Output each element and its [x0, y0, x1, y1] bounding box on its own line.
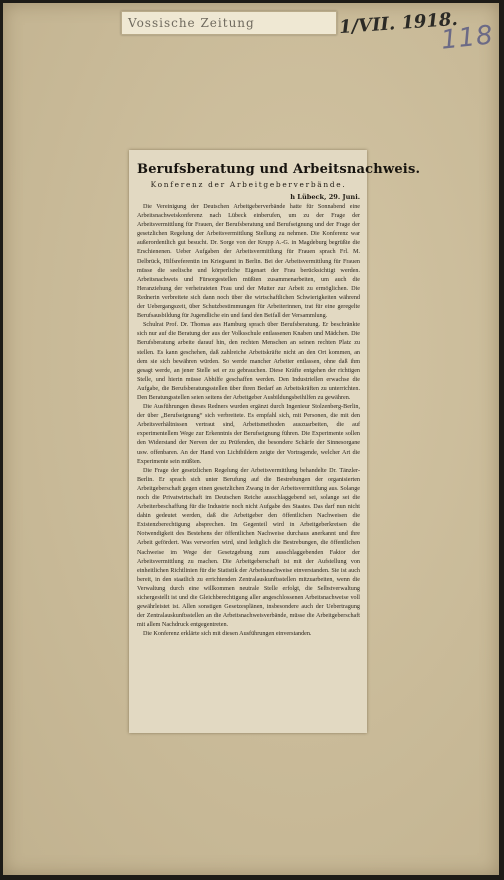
article-paragraph: Die Konferenz erklärte sich mit diesen Ausführungen einverstanden. — [143, 631, 312, 638]
folio-number: 118 — [439, 20, 496, 56]
newspaper-clipping — [129, 150, 421, 733]
article-paragraph: Die Vereinigung der Deutschen Arbeitgeberverbände hatte für Sonnabend eine Arbeitsnachweiskonferenz nach Lübeck einberufen, um zu der Frage der Arbeitsvermittlung für Frauen, der Berufsberatung und Berufseignung und der Frage der gesetzlichen Regelung der Arbeitsvermittlung Stellung zu nehmen. Die Konferenz war außerordentlich gut besucht. Dr. Sorge von der Krupp A.-G. in Magdeburg begrüßte die Erschienenen. Ueber Aufgaben der Arbeitsvermittlung für Frauen sprach Frl. M. Delbrück, Hilfsreferentin im Kriegsamt in Berlin. Bei der Arbeitsvermittlung für Frauen müsse die seelische und körperliche Eigenart der Frau berücksichtigt werden. Arbeitsnachweis und Fürsorgestellen müßten zusammenarbeiten, um auch die Heranziehung der verheirateten Frau und der Mutter zur Arbeit zu ermöglichen. Die Rednerin verbreitete sich dann noch über die wirtschaftlichen Schwierigkeiten während der Uebergangszeit, über Schutzbestimmungen für Arbeiterinnen, trat für eine geregelte Berufsausbildung für Jugendliche ein und fand den Beifall der Versammlung. — [137, 204, 360, 320]
article-headline: Berufsberatung und Arbeitsnachweis. — [137, 162, 421, 177]
article-paragraph: Die Ausführungen dieses Redners wurden ergänzt durch Ingenieur Stolzenberg-Berlin, der über „Berufseignung“ sich verbreitete. Es empfahl sich, mit Personen, die mit den Arbeitsverhältnissen vertraut sind, Arbeitsmethoden auszuarbeiten, die auf experimentellem Wege zur Erkenntnis der Berufseignung führen. Die Experimente sollen den Widerstand der Nerven der zu Prüfenden, die besondere Schärfe der Sinnesorgane usw. offenbaren. An der Hand von Lichtbildern zeigte der Vortragende, welcher Art die Experimente sein müßten. — [137, 404, 360, 465]
handwritten-date: 1/VII. 1918. — [338, 8, 459, 39]
newspaper-source-label: Vossische Zeitung — [121, 11, 337, 35]
archive-sheet — [3, 3, 499, 875]
article-paragraph: Schulrat Prof. Dr. Thomas aus Hamburg sprach über Berufsberatung. Er beschränkte sich nur auf die Beratung der aus der Volksschule entlassenen Knaben und Mädchen. Die Berufsberatung arbeite darauf hin, den rechten Menschen an seinen rechten Platz zu stellen. Es kann geschehen, daß zahlreiche Arbeitskräfte nicht an den Ort kommen, an dem sie sich bewähren würden. So werde mancher Arbeiter entlassen, ohne daß ihm gesagt werde, an jener Stelle sei er zu gebrauchen. Diese Kräfte entgehen der richtigen Stelle, und hierin müsse Abhilfe geschaffen werden. Den Industriellen erwachse die Aufgabe, die Berufsberatungsstellen über ihren Bedarf an Arbeitskräften zu unterrichten. Den Beratungsstellen seien seitens der Arbeitgeber Ausbildungsbeihilfen zu gewähren. — [137, 322, 360, 401]
article-paragraph: Die Frage der gesetzlichen Regelung der Arbeitsvermittlung behandelte Dr. Tänzler-Berlin. Er sprach sich unter Berufung auf die Bestrebungen der organisierten Arbeitgeberschaft gegen einen gesetzlichen Zwang in der Arbeitsvermittlung aus. Solange noch die Privatwirtschaft im Deutschen Reiche ausschlaggebend sei, solange sei die Arbeiterbeschaffung für die Industrie noch nicht Aufgabe des Staates. Das darf nun nicht dahin gedeutet werden, daß die Arbeitgeber den öffentlichen Nachweisen die Existenzberechtigung absprechen. Im Gegenteil wird in Arbeitgeberkreisen die Notwendigkeit des Bestehens der öffentlichen Nachweise durchaus anerkannt und ihre Arbeit gefördert. Was verworfen wird, sind lediglich die Bestrebungen, die öffentlichen Nachweise im Wege der Gesetzgebung zum ausschlaggebenden Faktor der Arbeitsvermittlung zu machen. Die Arbeitgeberschaft ist mit der Aufstellung von einheitlichen Richtlinien für die Statistik der Arbeitsnachweise einverstanden. Sie ist auch bereit, in den staatlich zu errichtenden Zentralauskunftsstellen mitzuarbeiten, wenn die Verwaltung durch eine willkommen neutrale Stelle erfolgt, die Selbstverwaltung sichergestellt ist und die Gleichberechtigung aller angeschlossenen Arbeitsnachweise voll gewährleistet ist. Allen sonstigen Gesetzesplänen, insbesondere auch der Uebertragung der Zentralauskunftsstellen an die Arbeitsnachweisverbände, müsse die Arbeitgeberschaft mit allem Nachdruck entgegentreten. — [137, 467, 360, 629]
article-subheadline: Konferenz der Arbeitgeberverbände. — [150, 180, 347, 189]
article-dateline: h Lübeck, 29. Juni. — [290, 193, 360, 201]
